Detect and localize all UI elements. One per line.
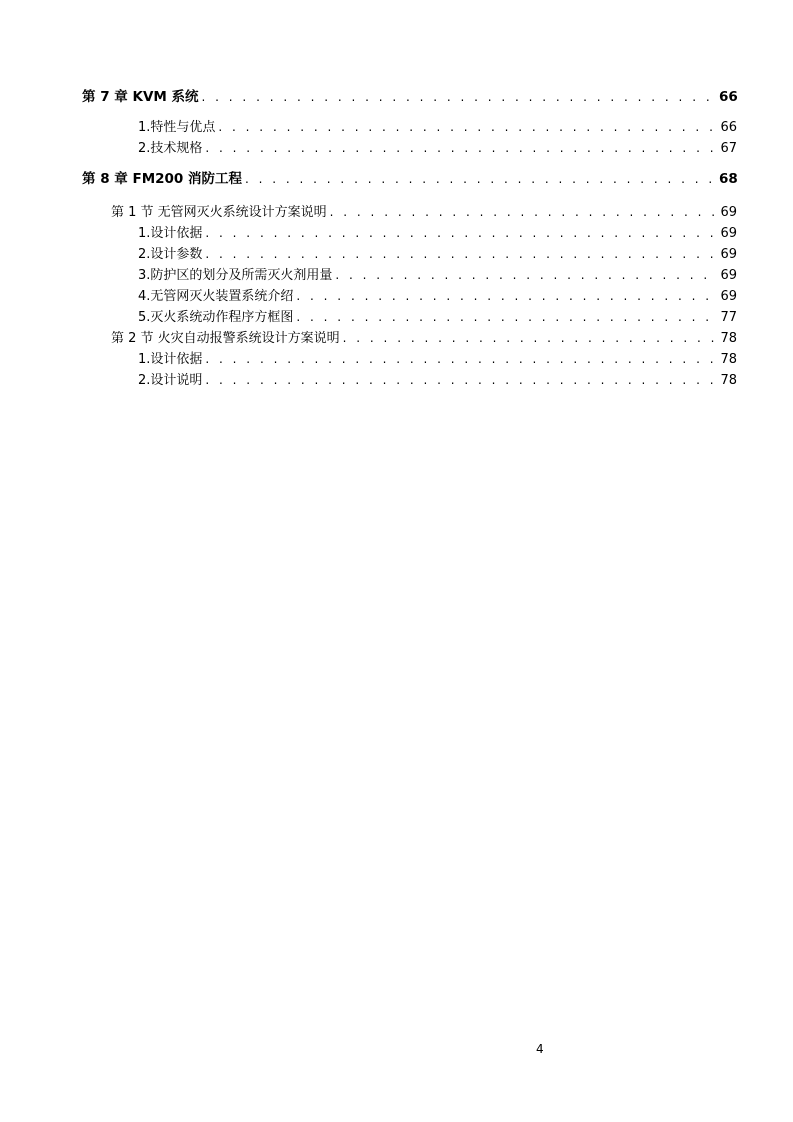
toc-item-number: 2. bbox=[138, 373, 151, 388]
toc-entry-page: 67 bbox=[720, 141, 737, 156]
toc-item[interactable] bbox=[82, 265, 737, 286]
toc-item-number: 4. bbox=[138, 289, 151, 304]
toc-item[interactable] bbox=[82, 244, 737, 265]
dot-leader bbox=[202, 86, 715, 108]
toc-entry-title: 第 1 节 无管网灭火系统设计方案说明 bbox=[111, 205, 327, 220]
toc-entry-title: 第 7 章 KVM 系统 bbox=[82, 89, 199, 105]
dot-leader bbox=[245, 168, 715, 190]
dot-leader bbox=[205, 223, 715, 244]
toc-entry-title: 灭火系统动作程序方框图 bbox=[150, 310, 294, 325]
toc-item[interactable] bbox=[82, 370, 737, 391]
toc-chapter-7[interactable] bbox=[82, 86, 737, 108]
toc-entry-title: 设计依据 bbox=[150, 352, 203, 367]
toc-entry-page: 68 bbox=[719, 171, 738, 187]
toc-entry-title: 设计依据 bbox=[150, 226, 203, 241]
toc-entry-title: 技术规格 bbox=[150, 141, 203, 156]
dot-leader bbox=[218, 117, 715, 138]
toc-entry-page: 69 bbox=[720, 205, 737, 220]
toc-item-number: 2. bbox=[138, 141, 151, 156]
toc-entry-title: 防护区的划分及所需灭火剂用量 bbox=[150, 268, 333, 283]
toc-entry-page: 78 bbox=[720, 331, 737, 346]
toc-entry-title: 设计参数 bbox=[150, 247, 203, 262]
toc-entry-page: 66 bbox=[720, 120, 737, 135]
dot-leader bbox=[330, 202, 715, 223]
toc-entry-title: 第 2 节 火灾自动报警系统设计方案说明 bbox=[111, 331, 340, 346]
dot-leader bbox=[296, 307, 715, 328]
toc-entry-page: 69 bbox=[720, 268, 737, 283]
toc-item[interactable] bbox=[82, 307, 737, 328]
toc-entry-page: 78 bbox=[720, 352, 737, 367]
toc-entry-title: 设计说明 bbox=[150, 373, 203, 388]
table-of-contents bbox=[82, 86, 737, 391]
toc-entry-page: 69 bbox=[720, 289, 737, 304]
dot-leader bbox=[335, 265, 715, 286]
toc-entry-title: 第 8 章 FM200 消防工程 bbox=[82, 171, 243, 187]
toc-item[interactable] bbox=[82, 286, 737, 307]
toc-section-1[interactable] bbox=[82, 202, 737, 223]
toc-item-number: 2. bbox=[138, 247, 151, 262]
toc-item[interactable] bbox=[82, 117, 737, 138]
dot-leader bbox=[296, 286, 715, 307]
toc-item-number: 1. bbox=[138, 120, 151, 135]
toc-item-number: 5. bbox=[138, 310, 151, 325]
toc-entry-page: 78 bbox=[720, 373, 737, 388]
page-number: 4 bbox=[536, 1042, 544, 1056]
toc-item[interactable] bbox=[82, 223, 737, 244]
dot-leader bbox=[205, 138, 715, 159]
dot-leader bbox=[205, 349, 715, 370]
toc-entry-page: 77 bbox=[720, 310, 737, 325]
toc-item-number: 3. bbox=[138, 268, 151, 283]
dot-leader bbox=[205, 244, 715, 265]
toc-entry-page: 66 bbox=[719, 89, 738, 105]
toc-item-number: 1. bbox=[138, 352, 151, 367]
toc-entry-title: 无管网灭火装置系统介绍 bbox=[150, 289, 294, 304]
toc-item[interactable] bbox=[82, 349, 737, 370]
dot-leader bbox=[205, 370, 715, 391]
toc-item-number: 1. bbox=[138, 226, 151, 241]
toc-chapter-8[interactable] bbox=[82, 168, 737, 190]
toc-entry-title: 特性与优点 bbox=[150, 120, 216, 135]
toc-entry-page: 69 bbox=[720, 247, 737, 262]
dot-leader bbox=[343, 328, 715, 349]
toc-entry-page: 69 bbox=[720, 226, 737, 241]
toc-item[interactable] bbox=[82, 138, 737, 159]
toc-section-2[interactable] bbox=[82, 328, 737, 349]
